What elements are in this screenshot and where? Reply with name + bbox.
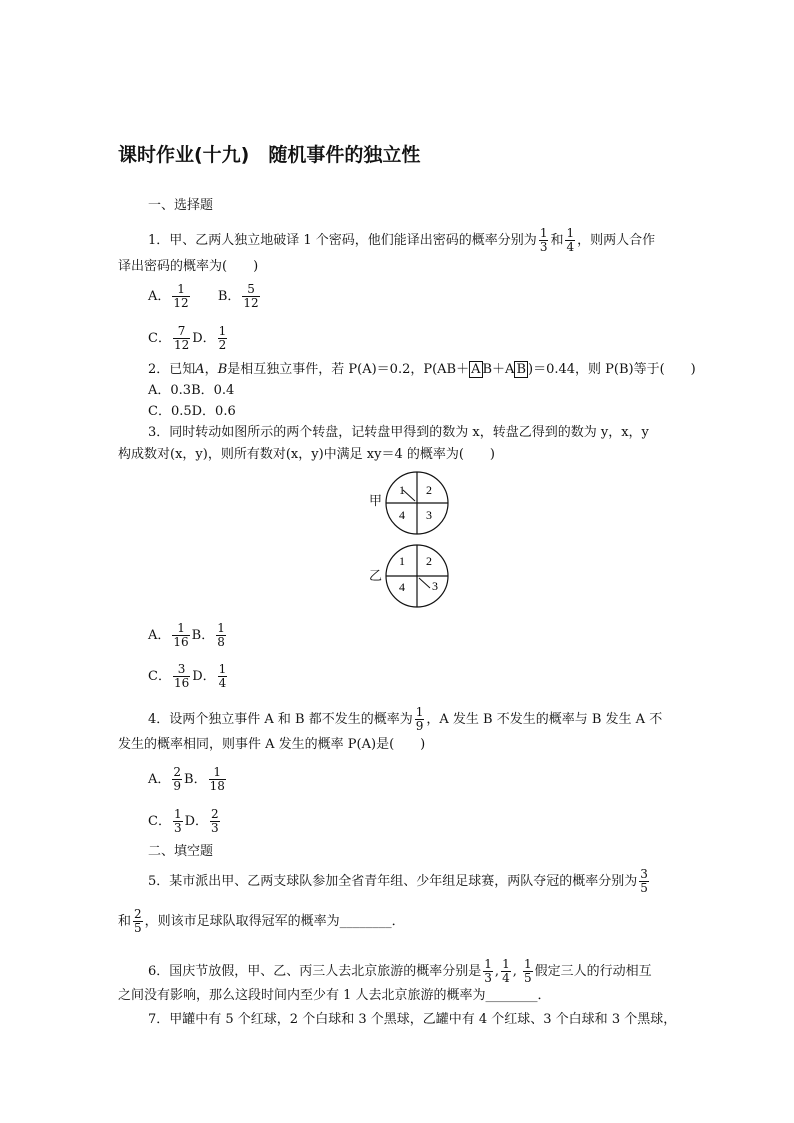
q5-line1	[148, 868, 651, 895]
q2-expr: P(A)＝0.2，P(AB＋	[348, 362, 470, 377]
option-label: B．	[217, 289, 241, 304]
wheel-sector-number: 3	[426, 508, 432, 522]
fraction	[133, 908, 143, 935]
wheel-sector-number: 2	[426, 554, 432, 568]
fraction	[172, 283, 189, 310]
q1-line1	[148, 227, 655, 254]
fraction	[218, 325, 228, 352]
var-a: A	[195, 362, 205, 377]
option-label: D．	[192, 331, 216, 346]
wheel-sector-number: 1	[399, 483, 405, 497]
q6-text: 假定三人的行动相互	[534, 964, 652, 979]
wheel-sector-number: 3	[432, 579, 438, 593]
denominator: 5	[523, 971, 532, 985]
q6-text: 6．国庆节放假，甲、乙、丙三人去北京旅游的概率分别是	[148, 964, 482, 979]
denominator: 4	[502, 971, 510, 985]
option-label: A．	[148, 772, 171, 787]
fraction	[210, 808, 220, 835]
q1-options-ab	[148, 283, 262, 310]
q4-text-b: ，A 发生 B 不发生的概率与 B 发生 A 不	[426, 712, 663, 727]
wheel-yi	[384, 543, 450, 609]
q5-text: ，则该市足球队取得冠军的概率为________．	[144, 914, 405, 929]
q7-line1: 7．甲罐中有 5 个红球，2 个白球和 3 个黑球，乙罐中有 4 个红球、3 个白球和 3 个黑球，	[148, 1012, 677, 1027]
denominator: 12	[173, 296, 189, 310]
numerator: 1	[218, 662, 227, 676]
denominator: 12	[243, 296, 259, 310]
wheel-sector-number: 1	[399, 554, 405, 568]
numerator: 7	[173, 325, 190, 339]
wheel-sector-number: 4	[399, 508, 405, 522]
denominator: 18	[209, 779, 225, 793]
q2-options-cd: C．0.5D．0.6	[148, 404, 236, 419]
option-label: C．	[148, 814, 171, 829]
numerator: 1	[415, 705, 424, 719]
q6-line1: 6．国庆节放假，甲、乙、丙三人去北京旅游的概率分别是 $\frac{1}{3}$ , $\frac{1}{4}$ , $\frac{1}{5}$ 假定三人的行动相互	[148, 957, 652, 985]
fraction	[501, 958, 511, 985]
numerator: 1	[217, 621, 225, 635]
q2-expr: B＋A	[482, 362, 515, 377]
numerator: 1	[218, 324, 227, 338]
fraction	[483, 958, 493, 985]
q2-line1	[148, 362, 696, 378]
wheel-sector-number: 2	[426, 483, 432, 497]
section-heading-fill: 二、填空题	[148, 844, 214, 859]
q1-and: 和	[550, 233, 564, 248]
fraction	[173, 663, 190, 690]
numerator: 3	[173, 663, 190, 677]
denominator: 16	[173, 676, 190, 690]
q3-options-ab	[148, 622, 228, 649]
q1-line2: 译出密码的概率为( )	[118, 259, 259, 274]
denominator: 8	[217, 635, 225, 649]
fraction	[218, 663, 228, 690]
wheel-jia	[384, 470, 450, 536]
q4-line2: 发生的概率相同，则事件 A 发生的概率 P(A)是( )	[118, 737, 426, 752]
q1-text-a: 1．甲、乙两人独立地破译 1 个密码，他们能译出密码的概率分别为	[148, 233, 537, 248]
option-label: B．	[191, 628, 215, 643]
fraction	[172, 766, 182, 793]
numerator: 1	[172, 283, 189, 297]
q3-line1: 3．同时转动如图所示的两个转盘，记转盘甲得到的数为 x，转盘乙得到的数为 y，x，y	[148, 425, 649, 440]
complement-a: $\overline{A}$	[471, 362, 481, 377]
fraction	[209, 766, 226, 793]
fraction	[173, 325, 190, 352]
complement-b: $\overline{B}$	[516, 362, 527, 377]
numerator: 1	[539, 226, 548, 240]
fraction	[173, 808, 183, 835]
numerator: 2	[211, 807, 219, 821]
option-label: B．	[184, 772, 207, 787]
numerator: 1	[172, 622, 189, 636]
denominator: 2	[218, 338, 227, 352]
option-label: C．	[148, 331, 171, 346]
q2-comma: ，	[204, 362, 218, 377]
q3-options-cd	[148, 663, 229, 690]
page-title: 课时作业(十九) 随机事件的独立性	[118, 144, 421, 166]
denominator: 16	[173, 635, 189, 649]
q2-text: 是相互独立事件，若	[227, 362, 349, 377]
denominator: 3	[211, 821, 219, 835]
option-label: C．	[148, 669, 171, 684]
wheel-pointer	[419, 578, 430, 588]
denominator: 5	[134, 921, 142, 935]
numerator: 1	[173, 807, 182, 821]
denominator: 12	[173, 338, 190, 352]
numerator: 1	[209, 766, 226, 780]
q5-line2	[118, 908, 405, 935]
fraction	[565, 227, 575, 254]
denominator: 5	[640, 881, 648, 895]
var-b: B	[217, 362, 228, 377]
fraction	[639, 868, 649, 895]
option-label: A．	[148, 289, 171, 304]
numerator: 1	[566, 226, 575, 240]
denominator: 9	[415, 719, 424, 733]
denominator: 4	[566, 240, 575, 254]
numerator: 3	[640, 867, 648, 881]
q4-line1	[148, 706, 662, 733]
q6-line2: 之间没有影响，那么这段时间内至少有 1 人去北京旅游的概率为________．	[118, 988, 551, 1003]
q2-options-ab: A．0.3B．0.4	[148, 383, 235, 398]
denominator: 4	[218, 676, 227, 690]
numerator: 1	[523, 957, 532, 971]
wheel-yi-label: 乙	[369, 569, 383, 584]
fraction	[415, 706, 425, 733]
wheel-jia-label: 甲	[369, 494, 383, 509]
denominator: 3	[484, 971, 492, 985]
numerator: 5	[242, 283, 259, 297]
fraction	[523, 958, 533, 985]
q4-options-ab	[148, 766, 228, 793]
numerator: 2	[173, 765, 182, 779]
fraction	[539, 227, 549, 254]
fraction	[216, 622, 226, 649]
wheel-sector-number: 4	[399, 580, 405, 594]
q1-options-cd	[148, 325, 229, 352]
denominator: 9	[173, 779, 182, 793]
fraction	[242, 283, 259, 310]
q3-line2: 构成数对(x，y)，则所有数对(x，y)中满足 xy＝4 的概率为( )	[118, 447, 495, 462]
fraction	[172, 622, 189, 649]
denominator: 3	[173, 821, 182, 835]
q2-expr: )＝0.44，则 P(B)等于( )	[528, 362, 696, 377]
q2-text: 2．已知	[148, 362, 196, 377]
q4-text-a: 4．设两个独立事件 A 和 B 都不发生的概率为	[148, 712, 413, 727]
option-label: D．	[184, 814, 209, 829]
q4-options-cd	[148, 808, 222, 835]
option-label: A．	[148, 628, 171, 643]
q1-text-b: ，则两人合作	[577, 233, 656, 248]
section-heading-choice: 一、选择题	[148, 198, 214, 213]
numerator: 2	[134, 907, 142, 921]
numerator: 1	[484, 957, 492, 971]
numerator: 1	[502, 957, 510, 971]
denominator: 3	[539, 240, 548, 254]
q5-and: 和	[118, 914, 132, 929]
q5-text: 5．某市派出甲、乙两支球队参加全省青年组、少年组足球赛，两队夺冠的概率分别为	[148, 874, 638, 889]
option-label: D．	[192, 669, 216, 684]
